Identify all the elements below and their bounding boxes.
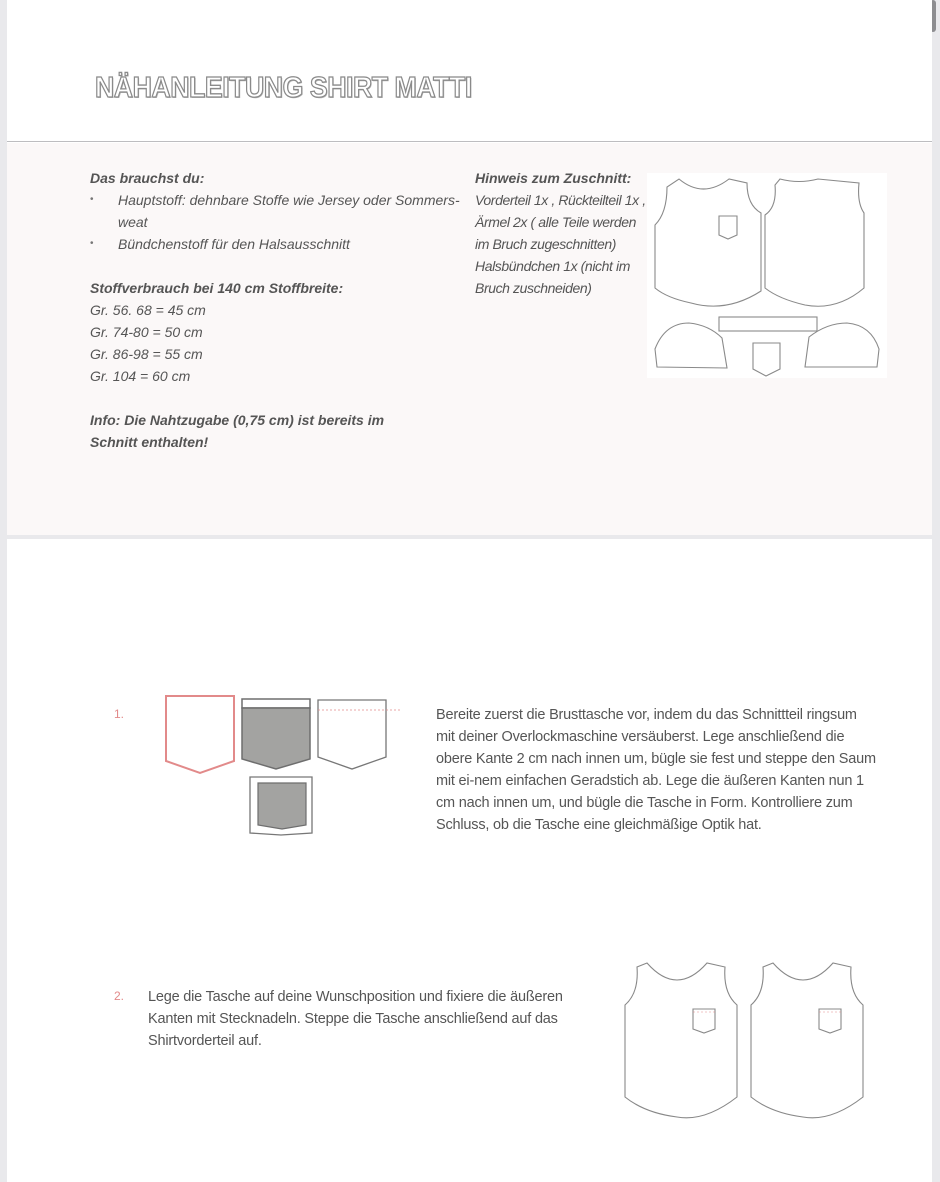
fabric-usage-line: Gr. 86-98 = 55 cm — [90, 346, 203, 362]
pocket-shape — [719, 216, 737, 239]
cutting-heading: Hinweis zum Zuschnitt: — [475, 170, 632, 186]
front-piece-shape — [655, 179, 761, 306]
pocket-fold-band — [242, 699, 310, 708]
step2-shirts-illustration — [617, 957, 877, 1122]
pocket-folded-shape — [242, 708, 310, 769]
cutting-column — [475, 167, 650, 299]
page-title: NÄHANLEITUNG SHIRT MATTI — [95, 72, 472, 104]
cutting-text: Vorderteil 1x , Rückteilteil 1x , Ärmel 2x ( alle Teile werden im Bruch zugeschnitten) Halsbündchen 1x (nicht im Bruch zuschneiden) — [475, 192, 646, 296]
materials-item: • Bündchenstoff für den Halsausschnitt — [90, 233, 465, 255]
pocket-raw-shape — [166, 696, 234, 773]
materials-column — [90, 167, 465, 453]
pocket-piece-shape — [753, 343, 780, 376]
shirt-front-right-shape — [751, 963, 863, 1118]
back-piece-shape — [765, 179, 864, 306]
step-text: Bereite zuerst die Brusttasche vor, indem du das Schnittteil ringsum mit deiner Overlockmaschine versäuberst. Lege anschließend die obere Kante 2 cm nach innen um, bügle sie fest und steppe den Saum mit ei-nem einfachen Geradstich ab. Lege die äußeren Kanten nun 1 cm nach innen um, und bügle die Tasche in Form. Kontrolliere zum Schluss, ob die Tasche eine gleichmäßige Optik hat. — [436, 707, 876, 833]
step-number: 2. — [114, 989, 125, 1003]
step-text: Lege die Tasche auf deine Wunschposition und fixiere die äußeren Kanten mit Stecknadeln. Steppe die Tasche anschließend auf das Shirtvorderteil auf. — [148, 989, 563, 1049]
step-number: 1. — [114, 707, 125, 721]
fabric-usage-heading: Stoffverbrauch bei 140 cm Stoffbreite: — [90, 280, 344, 296]
materials-list — [90, 189, 465, 255]
materials-heading: Das brauchst du: — [90, 170, 205, 186]
page-header — [7, 0, 932, 142]
materials-section — [7, 143, 932, 535]
pocket-placed-shape — [693, 1009, 715, 1033]
seam-allowance-info: Info: Die Nahtzugabe (0,75 cm) ist bereits im Schnitt enthalten! — [90, 412, 385, 450]
shirt-front-left-shape — [625, 963, 737, 1118]
document-page-2 — [7, 539, 932, 1182]
document-page-1 — [7, 0, 932, 535]
fabric-usage-line: Gr. 56. 68 = 45 cm — [90, 302, 206, 318]
materials-item: • Hauptstoff: dehnbare Stoffe wie Jersey oder Sommers-weat — [90, 189, 465, 233]
pattern-pieces-illustration — [647, 173, 887, 378]
fabric-usage-line: Gr. 104 = 60 cm — [90, 368, 191, 384]
step1-pocket-illustration — [162, 691, 402, 836]
neckband-shape — [719, 317, 817, 331]
fabric-usage-line: Gr. 74-80 = 50 cm — [90, 324, 203, 340]
pocket-placed-shape — [819, 1009, 841, 1033]
